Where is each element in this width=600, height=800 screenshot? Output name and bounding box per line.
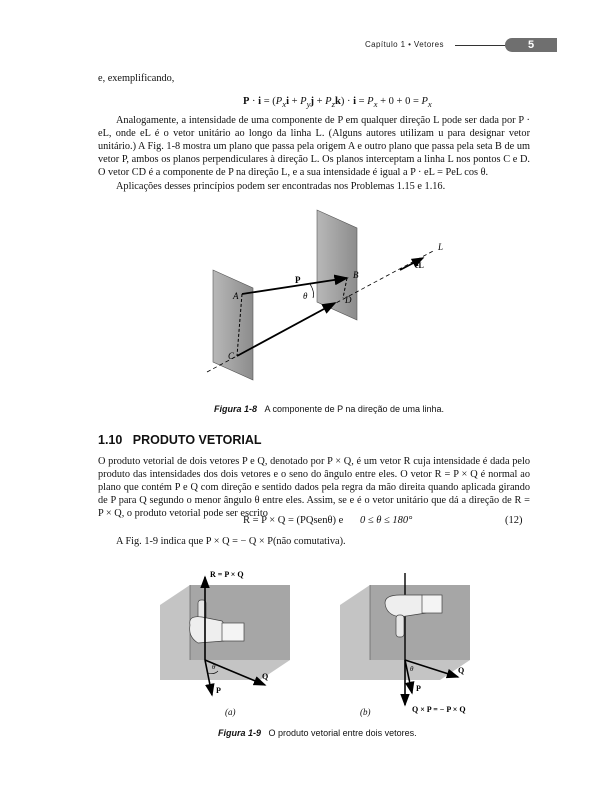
- figure-1-8-label: Figura 1-8: [214, 404, 258, 414]
- page-number: 5: [505, 38, 557, 52]
- equation-12-number: (12): [505, 515, 523, 526]
- label-D: D: [345, 295, 352, 305]
- label-Q-a: Q: [262, 672, 269, 681]
- label-P: P: [295, 275, 301, 285]
- paragraph-noncommutative: A Fig. 1-9 indica que P × Q = − Q × P(não comutativa).: [116, 536, 346, 547]
- equation-12-range: 0 ≤ θ ≤ 180°: [360, 515, 413, 526]
- equation-1: $P \cdot i = (P_xi + P_yj + P_zk) \cdot i = P_x + 0 + 0 = P_x$: [243, 96, 432, 110]
- label-L: L: [438, 242, 444, 252]
- label-theta-a: θ: [212, 663, 216, 671]
- section-heading: [98, 433, 261, 447]
- figure-1-8-caption: [214, 404, 444, 414]
- figure-1-8-text: A componente de P na direção de uma linha.: [264, 404, 444, 414]
- header-bullet: •: [408, 40, 412, 49]
- figure-1-9a-label: (a): [225, 707, 236, 717]
- label-B: B: [353, 270, 359, 280]
- label-R-b: Q × P = − P × Q: [412, 705, 466, 714]
- figure-1-9-label: Figura 1-9: [218, 728, 262, 738]
- section-number: 1.10: [98, 433, 123, 447]
- label-theta: θ: [303, 291, 308, 301]
- figure-1-9b-label: (b): [360, 707, 371, 717]
- label-theta-b: θ: [410, 665, 414, 673]
- figure-1-9-caption: [218, 728, 417, 738]
- label-R-a: R = P × Q: [210, 570, 244, 579]
- paragraph-applications: Aplicações desses princípios podem ser encontradas nos Problemas 1.15 e 1.16.: [116, 181, 446, 192]
- figure-1-9b: [330, 565, 480, 715]
- header-chapter: Capítulo 1: [365, 40, 406, 49]
- paragraph-component: Analogamente, a intensidade de uma componente de P em qualquer direção L pode ser dada por P · eL, onde eL é o vetor unitário ao longo da linha L. (Alguns autores utilizam u para designar vetor unitário.) A Fig. 1-8 mostra um plano que passa pela origem A e outro plano que passa pela seta B de um vetor P, ambos os planos perpendiculares à direção L. Os planos interceptam a linha L nos pontos C e D. O vetor CD é a componente de P na direção L, e a sua intensidade é igual a P · eL = PeL cos θ.: [98, 115, 530, 178]
- label-Q-b: Q: [458, 666, 465, 675]
- plane-through-A: [213, 270, 253, 380]
- section-title: PRODUTO VETORIAL: [132, 433, 262, 447]
- label-eL: eL: [415, 261, 424, 270]
- figure-1-8: [195, 200, 455, 385]
- intro-line: e, exemplificando,: [98, 73, 175, 84]
- label-A: A: [233, 291, 239, 301]
- figure-1-9-text: O produto vetorial entre dois vetores.: [268, 728, 417, 738]
- running-header: [365, 40, 444, 49]
- label-C: C: [228, 351, 235, 361]
- header-title: Vetores: [413, 40, 444, 49]
- theta-arc: [310, 284, 314, 298]
- paragraph-cross-product: O produto vetorial de dois vetores P e Q, denotado por P × Q, é um vetor R cuja intensidade é dada pelo produto das intensidades dos dois vetores e o seno do ângulo entre eles. O vetor R = P × Q é normal ao plano que contém P e Q com direção e sentido dados pela regra da mão direita quando aplicada girando de P para Q segundo o menor ângulo θ entre eles. Assim, se e é o vetor unitário que dá a direção de R = P × Q, o produto vetorial pode ser escrito: [98, 456, 530, 519]
- label-P-b: P: [416, 684, 421, 693]
- equation-12: [243, 515, 343, 526]
- label-P-a: P: [216, 686, 221, 695]
- equation-12-lhs: R = P × Q = (PQsenθ) e: [243, 515, 344, 526]
- figure-1-9a: [150, 565, 300, 715]
